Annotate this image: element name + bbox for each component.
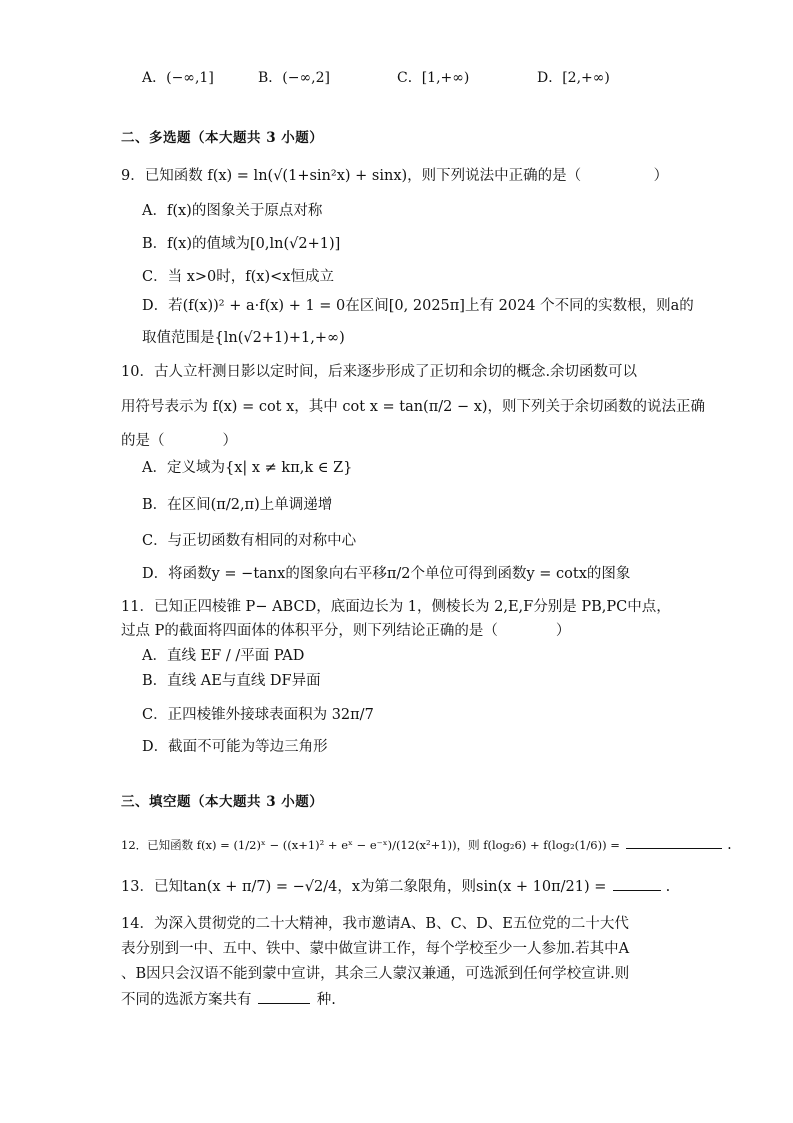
q11-option-b: B．直线 AE与直线 DF异面 [142, 673, 321, 689]
q13-stem: 13．已知tan(x + π/7) = −√2/4，x为第二象限角，则sin(x + 10π/21) = [121, 879, 607, 895]
q12-line [121, 834, 732, 855]
q14-line1: 14．为深入贯彻党的二十大精神，我市邀请A、B、C、D、E五位党的二十大代 [121, 916, 629, 932]
q9-option-b: B．f(x)的值域为[0,ln(√2+1)] [142, 236, 341, 252]
q10-option-d: D．将函数y = −tanx的图象向右平移π/2个单位可得到函数y = cotx的图象 [142, 566, 631, 582]
q8-option-b: B．(−∞,2] [258, 70, 330, 86]
q9-stem: 9．已知函数 f(x) = ln(√(1+sin²x) + sinx)，则下列说法中正确的是（ ） [121, 168, 669, 184]
q12-answer-blank[interactable] [626, 834, 722, 849]
section-title-fill-in: 三、填空题（本大题共 3 小题） [121, 794, 324, 810]
q14-line3: 、B因只会汉语不能到蒙中宣讲，其余三人蒙汉兼通，可选派到任何学校宣讲.则 [121, 966, 630, 982]
q9-option-d-line1: D．若(f(x))² + a·f(x) + 1 = 0在区间[0, 2025π]上有 2024 个不同的实数根，则a的 [142, 298, 694, 314]
q14-line4 [121, 989, 336, 1010]
q10-stem-line1: 10．古人立杆测日影以定时间，后来逐步形成了正切和余切的概念.余切函数可以 [121, 364, 638, 380]
q9-option-d-line2: 取值范围是{ln(√2+1)+1,+∞) [142, 330, 345, 346]
section-title-multiple-choice: 二、多选题（本大题共 3 小题） [121, 130, 324, 146]
q8-option-a: A．(−∞,1] [142, 70, 214, 86]
q14-line4-start: 不同的选派方案共有 [121, 992, 252, 1008]
q10-option-a: A．定义域为{x| x ≠ kπ,k ∈ Z} [142, 460, 353, 476]
q11-option-d: D．截面不可能为等边三角形 [142, 739, 328, 755]
q10-stem-line2: 用符号表示为 f(x) = cot x，其中 cot x = tan(π/2 − x)，则下列关于余切函数的说法正确 [121, 399, 706, 415]
q10-stem-line3: 的是（ ） [121, 433, 237, 449]
q14-line2: 表分别到一中、五中、铁中、蒙中做宣讲工作，每个学校至少一人参加.若其中A [121, 941, 630, 957]
q12-stem: 12．已知函数 f(x) = (1/2)ˣ − ((x+1)² + eˣ − e⁻ˣ)/(12(x²+1))，则 f(log₂6) + f(log₂(1/6)) = [121, 838, 620, 852]
q13-line [121, 876, 670, 897]
q10-option-b: B．在区间(π/2,π)上单调递增 [142, 497, 333, 513]
q10-option-c: C．与正切函数有相同的对称中心 [142, 533, 357, 549]
q8-option-d: D．[2,+∞) [537, 70, 610, 86]
q9-option-a: A．f(x)的图象关于原点对称 [142, 203, 323, 219]
q14-line4-end: 种. [316, 992, 336, 1008]
q14-answer-blank[interactable] [258, 989, 310, 1004]
q11-option-c: C．正四棱锥外接球表面积为 32π/7 [142, 707, 374, 723]
q12-end: . [727, 837, 732, 853]
q11-option-a: A．直线 EF / /平面 PAD [142, 648, 305, 664]
q13-answer-blank[interactable] [613, 876, 661, 891]
q11-stem-line1: 11．已知正四棱锥 P− ABCD，底面边长为 1，侧棱长为 2,E,F分别是 PB,PC中点， [121, 599, 671, 615]
q9-option-c: C．当 x>0时，f(x)<x恒成立 [142, 269, 334, 285]
q8-option-c: C．[1,+∞) [397, 70, 470, 86]
q11-stem-line2: 过点 P的截面将四面体的体积平分，则下列结论正确的是（ ） [121, 623, 571, 639]
q13-end: . [665, 879, 671, 895]
